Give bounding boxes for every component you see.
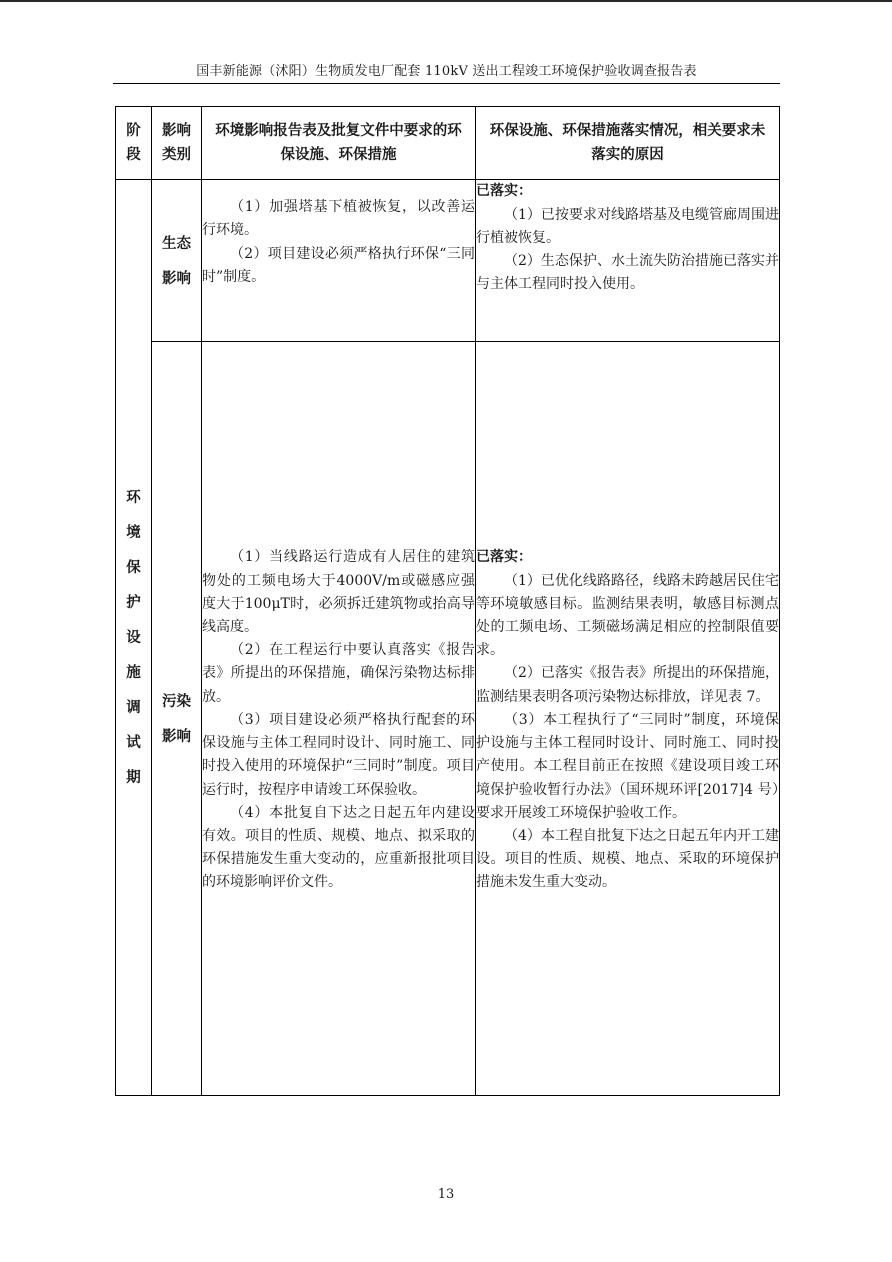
header-divider	[113, 83, 780, 84]
status-label: 已落实：	[476, 549, 532, 566]
stage-label-char: 施	[126, 664, 141, 681]
col-header-line: 类别	[162, 146, 191, 163]
implementation-item: （2）已落实《报告表》所提出的环保措施，监测结果表明各项污染物达标排放，详见表 7。	[476, 665, 779, 705]
requirement-item: （2）项目建设必须严格执行环保“三同时”制度。	[202, 245, 475, 285]
stage-label-char: 环	[126, 489, 141, 506]
requirement-item: （1）当线路运行造成有人居住的建筑物处的工频电场大于4000V/m或磁感应强度大于100μT时，必须拆迁建筑物或抬高导线高度。	[202, 549, 475, 636]
implementation-item: （1）已按要求对线路塔基及电缆管廊周围进行植被恢复。	[476, 206, 779, 246]
requirement-item: （3）项目建设必须严格执行配套的环保设施与主体工程同时设计、同时施工、同时投入使用的环境保护“三同时”制度。项目运行时，按程序申请竣工环保验收。	[202, 711, 475, 798]
stage-label-char: 调	[126, 699, 141, 716]
category-label-line: 影响	[162, 727, 191, 745]
col-header-stage-label	[116, 119, 151, 167]
requirement-item: （1）加强塔基下植被恢复，以改善运行环境。	[202, 199, 475, 239]
category-label-line: 污染	[162, 692, 191, 710]
stage-label-char: 保	[126, 559, 141, 576]
col-header-requirements	[202, 107, 476, 180]
col-header-implementation-label: 环保设施、环保措施落实情况，相关要求未落实的原因	[489, 122, 766, 163]
col-header-requirements-label: 环境影响报告表及批复文件中要求的环保设施、环保措施	[215, 122, 462, 163]
category-label-line: 生态	[162, 234, 191, 252]
implementation-item: （3）本工程执行了“三同时”制度，环境保护设施与主体工程同时设计、同时施工、同时投产使用。本工程目前正在按照《建设项目竣工环境保护验收暂行办法》（国环规环评[2017]4 号）要求开展竣工环境保护验收工作。	[476, 711, 779, 821]
requirements-cell	[202, 180, 476, 342]
top-border-line	[0, 0, 892, 2]
stage-label-char: 护	[126, 594, 141, 611]
page-number: 13	[437, 1187, 455, 1202]
table-row	[116, 180, 780, 342]
requirements-cell	[202, 342, 476, 1096]
category-label-line: 影响	[162, 269, 191, 287]
implementation-item: （1）已优化线路路径，线路未跨越居民住宅等环境敏感目标。监测结果表明，敏感目标测点处的工频电场、工频磁场满足相应的控制限值要求。	[476, 572, 779, 659]
stage-label-char: 境	[126, 524, 141, 541]
page-header: 国丰新能源（沭阳）生物质发电厂配套 110kV 送出工程竣工环境保护验收调查报告表	[196, 64, 697, 79]
col-header-impact-type-label	[152, 119, 201, 167]
col-header-line: 阶段	[126, 122, 141, 163]
stage-label-char: 设	[126, 629, 141, 646]
implementation-item: （2）生态保护、水土流失防治措施已落实并与主体工程同时投入使用。	[476, 253, 779, 293]
col-header-impact-type	[152, 107, 202, 180]
requirement-item: （2）在工程运行中要认真落实《报告表》所提出的环保措施，确保污染物达标排放。	[202, 642, 475, 705]
table-row	[116, 342, 780, 1096]
stage-label-char: 期	[126, 769, 141, 786]
col-header-line: 影响	[162, 122, 191, 139]
stage-label-char: 试	[126, 734, 141, 751]
stage-cell	[116, 180, 152, 1096]
implementation-cell	[476, 180, 780, 342]
col-header-implementation	[476, 107, 780, 180]
implementation-cell	[476, 342, 780, 1096]
category-pollution	[152, 342, 202, 1096]
col-header-stage	[116, 107, 152, 180]
status-label: 已落实：	[476, 183, 532, 200]
implementation-item: （4）本工程自批复下达之日起五年内开工建设。项目的性质、规模、地点、采取的环境保护措施未发生重大变动。	[476, 827, 779, 891]
category-ecological	[152, 180, 202, 342]
table-header-row	[116, 107, 780, 180]
acceptance-table	[115, 106, 780, 1096]
requirement-item: （4）本批复自下达之日起五年内建设有效。项目的性质、规模、地点、拟采取的环保措施发生重大变动的，应重新报批项目的环境影响评价文件。	[202, 804, 475, 891]
